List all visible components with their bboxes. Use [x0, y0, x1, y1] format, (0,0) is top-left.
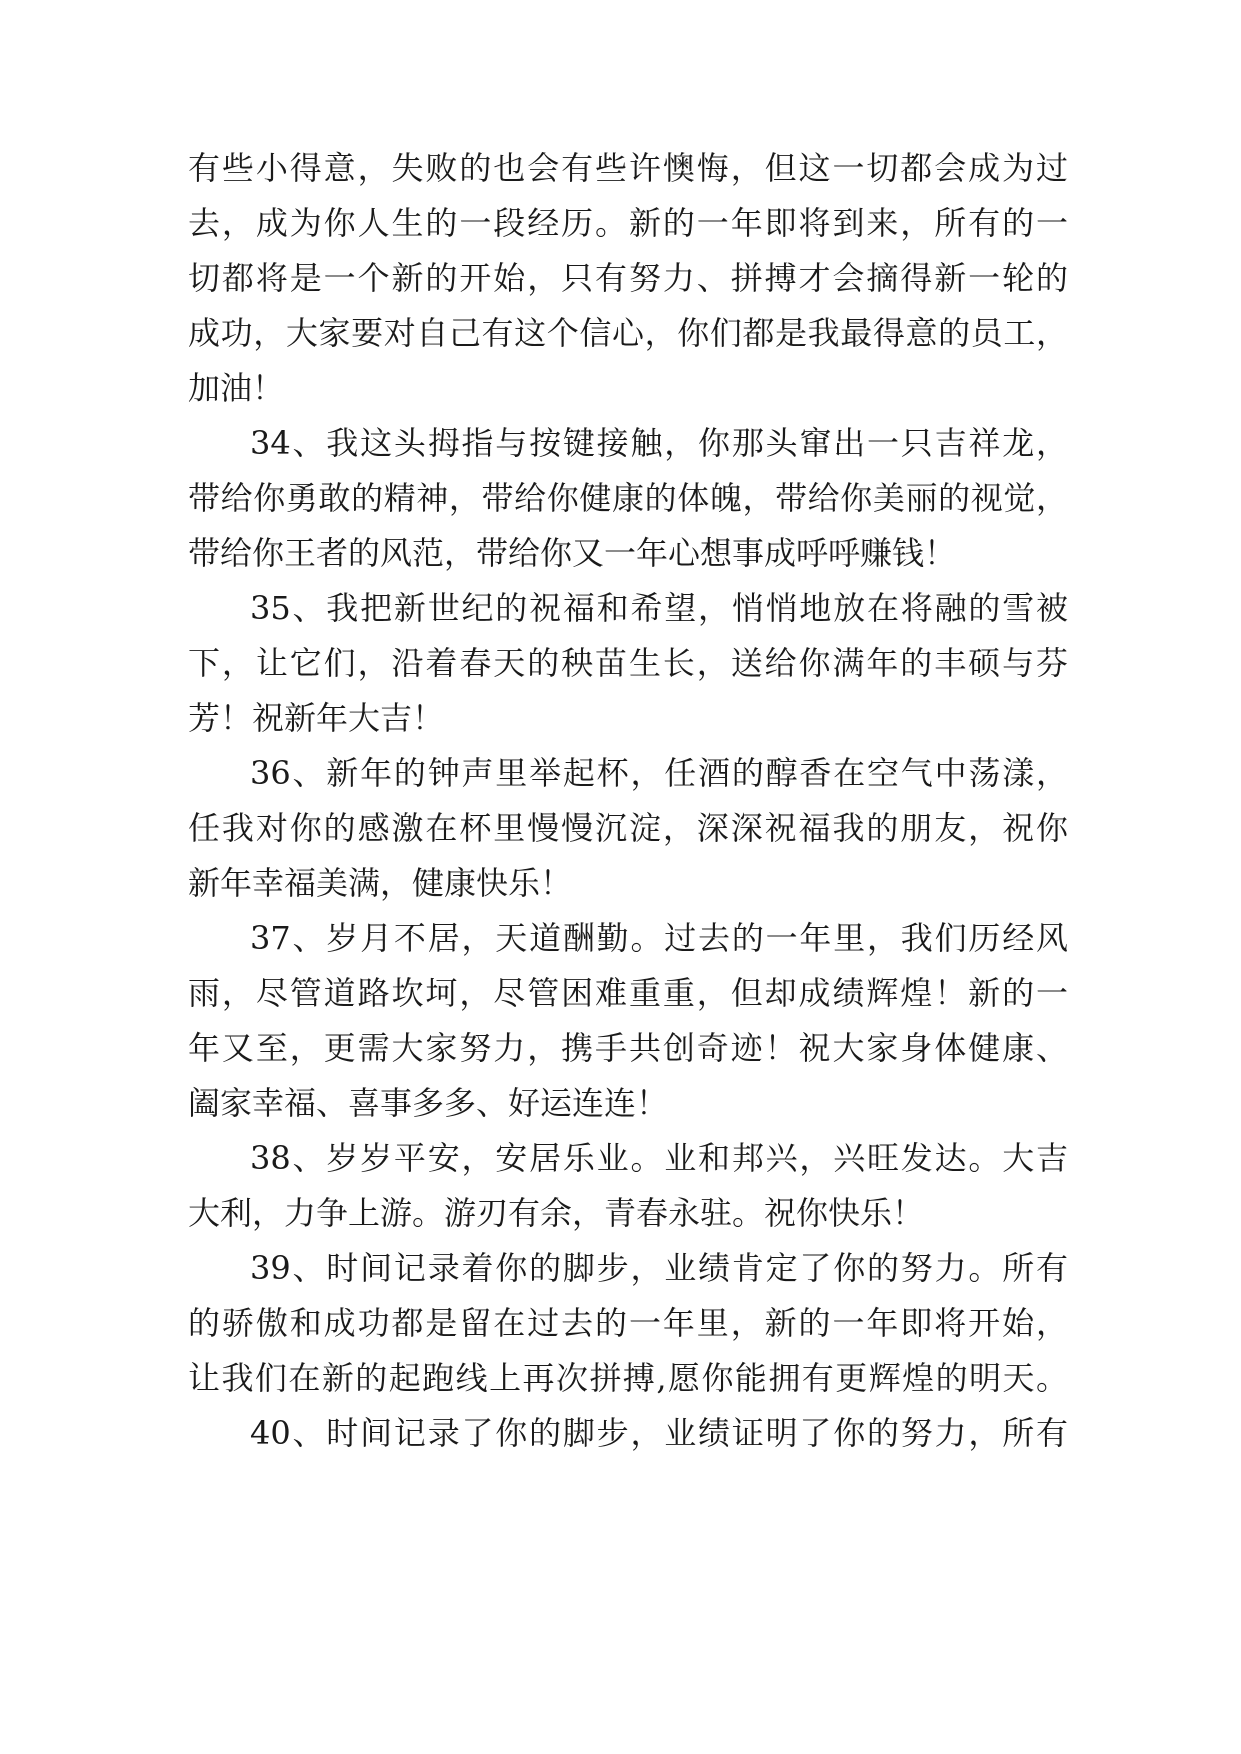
text-line: 年又至，更需大家努力，携手共创奇迹！祝大家身体健康、	[188, 1029, 1068, 1067]
paragraph-36-start: 36、新年的钟声里举起杯，任酒的醇香在空气中荡漾，	[250, 754, 1068, 792]
text-line: 让我们在新的起跑线上再次拼搏,愿你能拥有更辉煌的明天。	[188, 1359, 1068, 1397]
text-line: 芳！祝新年大吉！	[188, 699, 445, 737]
text-line: 雨，尽管道路坎坷，尽管困难重重，但却成绩辉煌！新的一	[188, 974, 1068, 1012]
text-line: 带给你王者的风范，带给你又一年心想事成呼呼赚钱！	[188, 534, 957, 572]
text-line: 新年幸福美满，健康快乐！	[188, 864, 573, 902]
paragraph-35-start: 35、我把新世纪的祝福和希望，悄悄地放在将融的雪被	[250, 589, 1068, 627]
text-line: 的骄傲和成功都是留在过去的一年里，新的一年即将开始，	[188, 1304, 1068, 1342]
text-line: 阖家幸福、喜事多多、好运连连！	[188, 1084, 669, 1122]
text-line: 加油！	[188, 369, 285, 407]
paragraph-40-start: 40、时间记录了你的脚步，业绩证明了你的努力，所有	[250, 1414, 1068, 1452]
text-line: 切都将是一个新的开始，只有努力、拼搏才会摘得新一轮的	[188, 259, 1068, 297]
paragraph-39-start: 39、时间记录着你的脚步，业绩肯定了你的努力。所有	[250, 1249, 1068, 1287]
text-line: 去，成为你人生的一段经历。新的一年即将到来，所有的一	[188, 204, 1068, 242]
text-line: 有些小得意，失败的也会有些许懊悔，但这一切都会成为过	[188, 149, 1068, 187]
text-line: 带给你勇敢的精神，带给你健康的体魄，带给你美丽的视觉，	[188, 479, 1068, 517]
text-line: 下，让它们，沿着春天的秧苗生长，送给你满年的丰硕与芬	[188, 644, 1068, 682]
text-line: 任我对你的感激在杯里慢慢沉淀，深深祝福我的朋友，祝你	[188, 809, 1068, 847]
paragraph-37-start: 37、岁月不居，天道酬勤。过去的一年里，我们历经风	[250, 919, 1068, 957]
paragraph-38-start: 38、岁岁平安，安居乐业。业和邦兴，兴旺发达。大吉	[250, 1139, 1068, 1177]
text-line: 成功，大家要对自己有这个信心，你们都是我最得意的员工，	[188, 314, 1068, 352]
text-line: 大利，力争上游。游刃有余，青春永驻。祝你快乐！	[188, 1194, 925, 1232]
paragraph-34-start: 34、我这头拇指与按键接触，你那头窜出一只吉祥龙，	[250, 424, 1068, 462]
